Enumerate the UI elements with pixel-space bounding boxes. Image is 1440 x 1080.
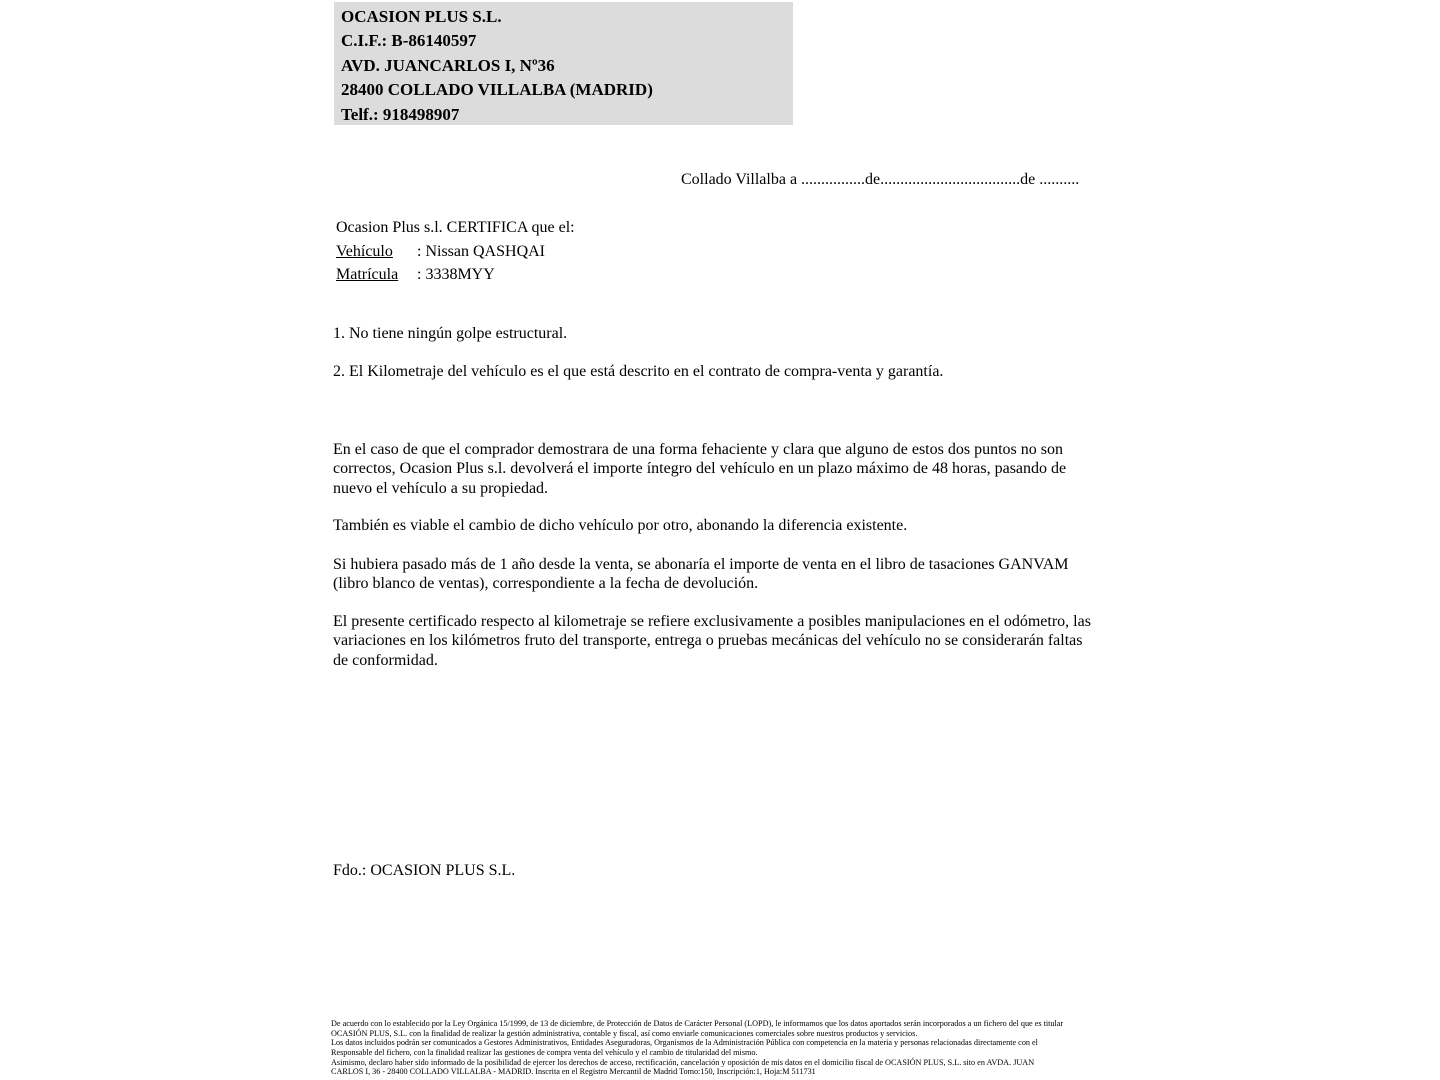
legal-footer-line: OCASIÓN PLUS, S.L. con la finalidad de realizar la gestión administrativa, contable y fiscal, así como enviarle comunicaciones comerciales sobre nuestros productos y servicios. [331,1028,918,1038]
date-line: Collado Villalba a ................de...................................de .......... [681,171,1080,188]
company-city: 28400 COLLADO VILLALBA (MADRID) [341,80,653,100]
statement-1: 1. No tiene ningún golpe estructural. [333,325,568,342]
paragraph-refund: En el caso de que el comprador demostrara de una forma fehaciente y clara que alguno de estos dos puntos no son correctos, Ocasion Plus s.l. devolverá el importe íntegro del vehículo en un plazo máximo de 48 horas, pasando de nuevo el vehículo a su propiedad. [333,441,1067,497]
paragraph-odometer: El presente certificado respecto al kilometraje se refiere exclusivamente a posibles manipulaciones en el odómetro, las variaciones en los kilómetros fruto del transporte, entrega o pruebas mecánicas del vehículo no se considerarán faltas de conformidad. [333,613,1091,669]
company-name: OCASION PLUS S.L. [341,7,502,26]
company-header-box [334,2,793,125]
legal-footer-line: De acuerdo con lo establecido por la Ley Orgánica 15/1999, de 13 de diciembre, de Protección de Datos de Carácter Personal (LOPD), le informamos que los datos aportados serán incorporados a un fichero del que es titular [331,1019,1064,1028]
company-phone: Telf.: 918498907 [341,104,460,124]
plate-value: : 3338MYY [417,266,495,284]
statement-2: 2. El Kilometraje del vehículo es el que está descrito en el contrato de compra-venta y garantía. [333,363,944,380]
legal-footer [331,1019,1063,1077]
paragraph-ganvam: Si hubiera pasado más de 1 año desde la venta, se abonaría el importe de venta en el libro de tasaciones GANVAM (libro blanco de ventas), correspondiente a la fecha de devolución. [333,556,1069,593]
plate-label: Matrícula [336,266,399,284]
certificate-intro: Ocasion Plus s.l. CERTIFICA que el: [336,219,575,236]
paragraph-exchange: También es viable el cambio de dicho vehículo por otro, abonando la diferencia existente. [333,517,908,534]
signature-line: Fdo.: OCASION PLUS S.L. [333,862,516,879]
legal-footer-line: Asimismo, declaro haber sido informado de la posibilidad de ejercer los derechos de acceso, rectificación, cancelación y oposición de mis datos en el domicilio fiscal de OCASIÓN PLUS, S.L. sito en AVDA. JUAN [331,1057,1035,1067]
certificate-block [336,216,575,287]
company-address: AVD. JUANCARLOS I, Nº36 [341,55,555,75]
legal-footer-line: CARLOS I, 36 - 28400 COLLADO VILLALBA - MADRID. Inscrita en el Registro Mercantil de Madrid Tomo:150, Inscripción:1, Hoja:M 511731 [331,1067,816,1077]
vehicle-label: Vehículo [336,242,393,260]
legal-footer-line: Los datos incluidos podrán ser comunicados a Gestores Administrativos, Entidades Aseguradoras, Organismos de la Administración Pública con competencia en la materia y personas relacionadas directamente con el [331,1038,1038,1048]
legal-footer-line: Responsable del fichero, con la finalidad realizar las gestiones de compra venta del vehículo y el cambio de titularidad del mismo. [331,1047,758,1057]
vehicle-value: : Nissan QASHQAI [417,242,545,260]
company-cif: C.I.F.: B-86140597 [341,31,477,51]
vehicle-row [336,240,575,264]
plate-row [336,263,575,287]
